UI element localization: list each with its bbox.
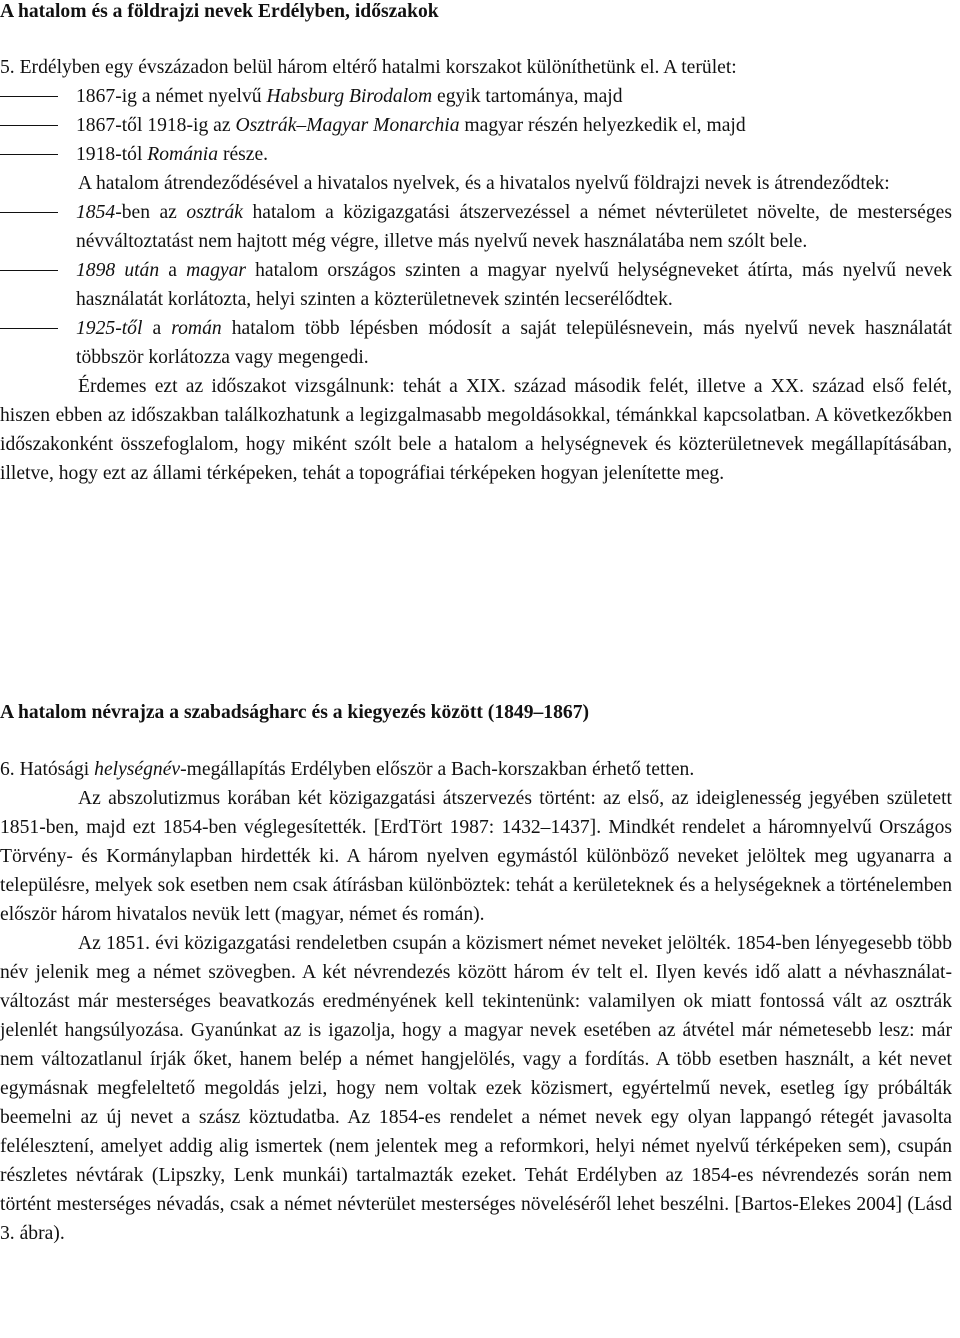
list-item: 1867-ig a német nyelvű Habsburg Birodalom egyik tartománya, majd — [0, 82, 952, 111]
paragraph-reorganization: A hatalom átrendeződésével a hivatalos nyelvek, és a hivatalos nyelvű földrajzi nevek is átrendeződtek: — [78, 173, 890, 194]
paragraph-5-lead: 5. Erdélyben egy évszázadon belül három eltérő hatalmi korszakot különíthetünk el. A terület: — [0, 57, 737, 78]
official-names-list — [0, 198, 952, 372]
list-item: 1867-től 1918-ig az Osztrák–Magyar Monarchia magyar részén helyezkedik el, majd — [0, 111, 952, 140]
list-item: 1918-tól Románia része. — [0, 140, 952, 169]
paragraph-1851-decree: Az 1851. évi közigazgatási rendeletben csupán a közismert német neveket jelölték. 1854-ben lényegesebb több név jelenik meg a német szövegben. A két névrendezés között három év telt el. Ilyen kevés idő alatt a névhasználat-változást már mesterséges beavatkozás eredményének kell tekintenünk: valamilyen ok miatt fontossá vált az osztrák jelenlét hangsúlyozása. Gyanúnkat az is igazolja, hogy a magyar nevek esetében az átvétel már németesebb lesz: már nem változatlanul írják őket, hanem belép a német hangjelölés, vagy a fordítás. A több esetben használt, a két nevet egymásnak megfeleltető megoldás jelzi, hogy nem voltak ezek közismert, egyértelmű nevek, esetleg így próbálták beemelni az új nevet a szász köztudatba. Az 1854-es rendelet a német nevek egy olyan lappangó rétegét javasolta felélesztení, amelyet addig alig ismertek (nem jelentek meg a reformkori, helyi német nyelvű térképeken sem), csupán részletes névtárak (Lipszky, Lenk munkái) tartalmazták ezeket. Tehát Erdélyben az 1854-es névrendezés során nem történt mesterséges névadás, csak a német névterület mesterséges növeléséről lehet beszélni. [Bartos-Elekes 2004] (Lásd 3. ábra). — [0, 933, 952, 1244]
paragraph-absolutism: Az abszolutizmus korában két közigazgatási átszervezés történt: az első, az ideiglenesség jegyében született 1851-ben, majd ezt 1854-ben véglegesítették. [ErdTört 1987: 1432–1437]. Mindkét rendelet a háromnyelvű Országos Törvény- és Kormánylapban hirdették ki. A három nyelven egymástól különböző neveket jelöltek meg ugyanarra a településre, melyek sok esetben nem csak átírásban különböztek: tehát a kerületeknek és a helységeknek a történelemben először három hivatalos nevük lett (magyar, német és román). — [0, 788, 952, 925]
section-bach-era — [0, 755, 952, 1248]
list-item: 1854-ben az osztrák hatalom a közigazgatási átszervezéssel a német névterületet növelte, de mesterséges névváltoztatást nem hajtott még végre, illetve más nyelvű nevek használatába nem szólt bele. — [0, 198, 952, 256]
paragraph-worth-examining: Érdemes ezt az időszakot vizsgálnunk: tehát a XIX. század második felét, illetve a XX. század első felét, hiszen ebben az időszakban találkozhatunk a legizgalmasabb megoldásokkal, témánkkal kapcsolatban. A következőkben időszakonként összefoglalom, hogy miként szólt bele a hatalom a helységnevek és közterületnevek megállapításában, illetve, hogy ezt az állami térképeken, tehát a topográfiai térképeken hogyan jelenítette meg. — [0, 376, 952, 484]
paragraph-6-lead: 6. Hatósági helységnév-megállapítás Erdélyben először a Bach-korszakban érhető tetten. — [0, 759, 695, 780]
section-title-periods: A hatalom és a földrajzi nevek Erdélyben, időszakok — [0, 1, 439, 22]
power-periods-list — [0, 82, 952, 169]
section-periods — [0, 53, 952, 488]
section-title-bach-era: A hatalom névrajza a szabadságharc és a kiegyezés között (1849–1867) — [0, 702, 590, 723]
list-item: 1925-től a román hatalom több lépésben módosít a saját településnevein, más nyelvű nevek használatát többször korlátozza vagy megengedi. — [0, 314, 952, 372]
list-item: 1898 után a magyar hatalom országos szinten a magyar nyelvű helységneveket átírta, más nyelvű nevek használatát korlátozta, helyi szinten a közterületnevek szintén lecserélődtek. — [0, 256, 952, 314]
